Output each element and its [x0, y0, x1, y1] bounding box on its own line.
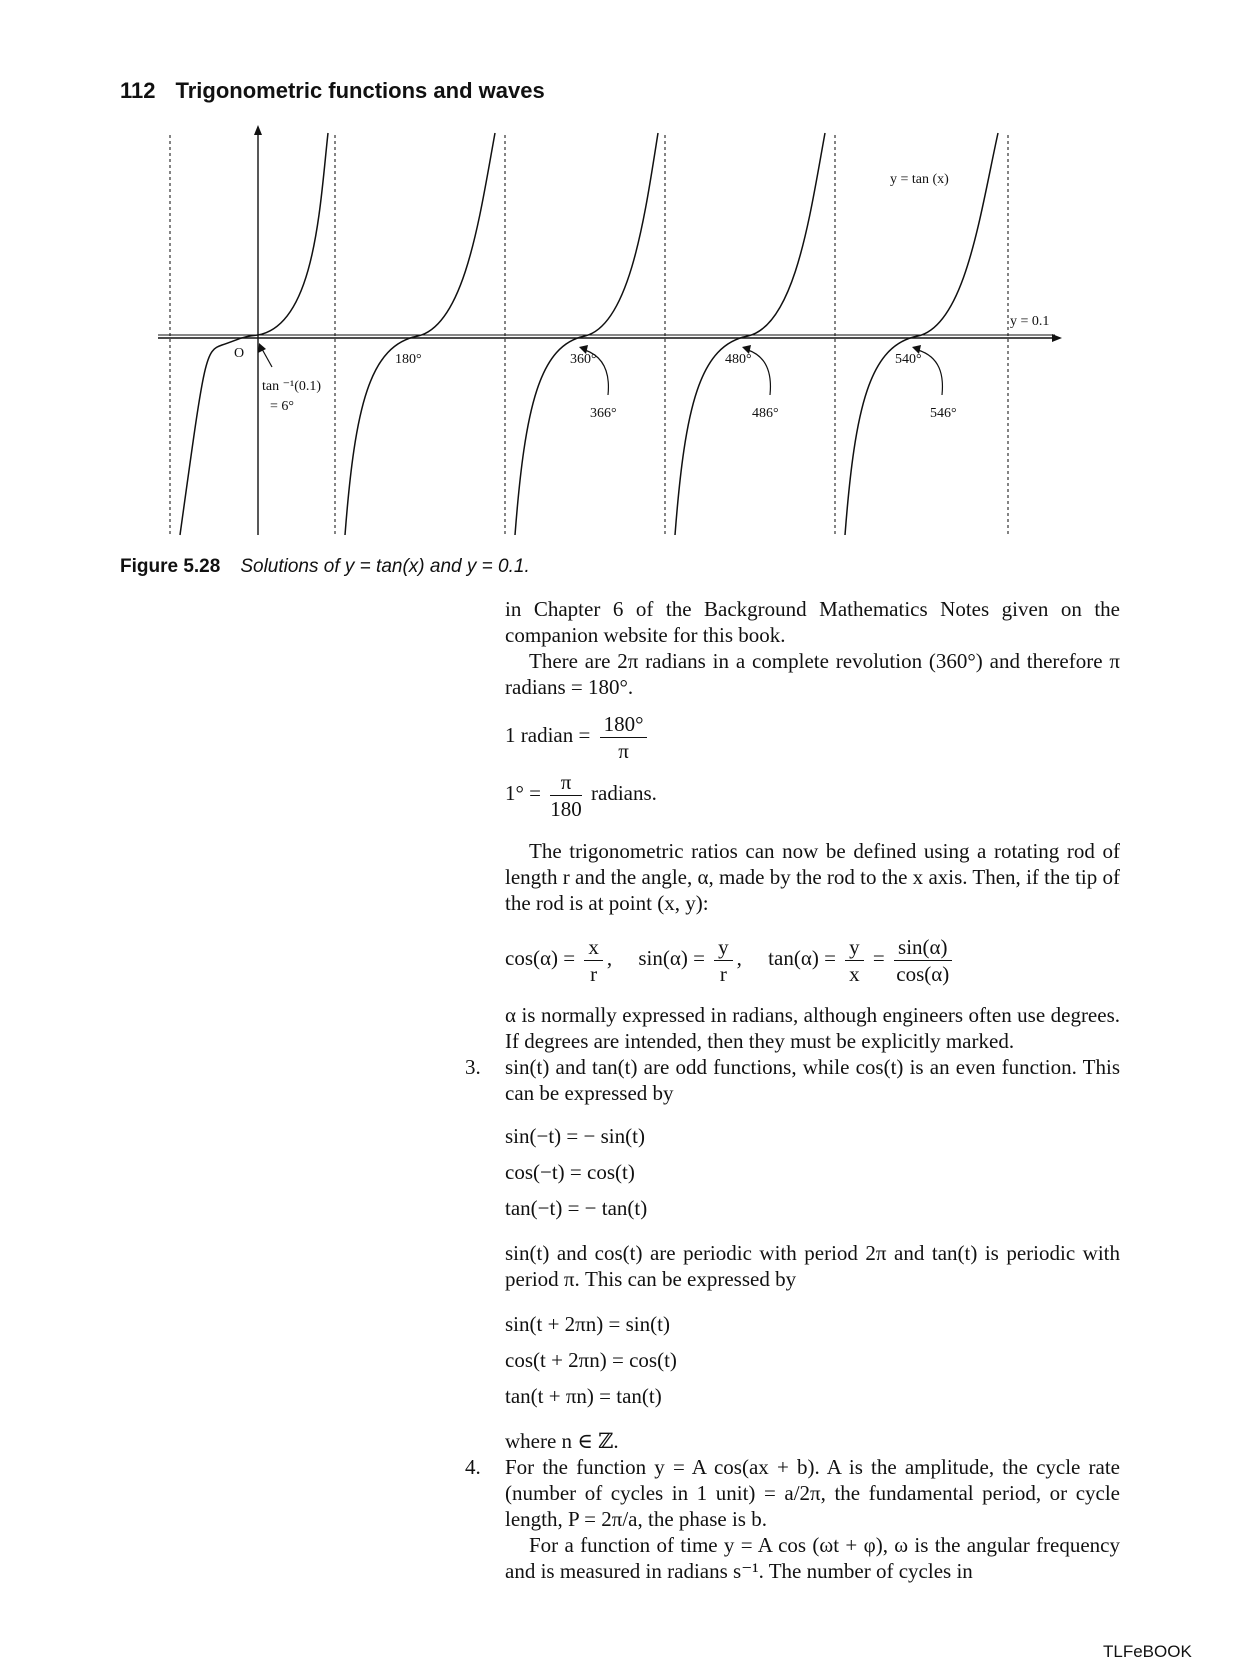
curve-label: y = tan (x): [890, 172, 949, 187]
fraction: [894, 934, 952, 987]
equation: sin(−t) = − sin(t): [505, 1124, 645, 1148]
denominator: r: [590, 961, 598, 986]
arctan-value: = 6°: [270, 399, 294, 414]
paragraph: where n ∈ ℤ.: [505, 1429, 619, 1453]
pointer-arrow-head: [258, 343, 266, 353]
paragraph: sin(t) and cos(t) are periodic with period 2π and tan(t) is periodic with period π. This can be expressed by: [505, 1241, 1120, 1291]
equation-lhs: sin(α) =: [638, 946, 705, 970]
tick-label: 360°: [570, 352, 597, 367]
fraction: [584, 934, 603, 987]
equation-lhs: 1° =: [505, 781, 541, 805]
tan-branch: [515, 133, 658, 535]
tick-label: 480°: [725, 352, 752, 367]
tick-label: 180°: [395, 352, 422, 367]
list-number: 4.: [465, 1455, 481, 1479]
solution-label: 366°: [590, 406, 617, 421]
arctan-label: tan ⁻¹(0.1): [262, 379, 322, 394]
figure-label: Figure 5.28: [120, 556, 221, 577]
tan-branch: [180, 335, 258, 535]
numerator: x: [584, 934, 603, 961]
page-header: [120, 78, 545, 104]
equation: tan(t + πn) = tan(t): [505, 1384, 662, 1408]
fraction: [845, 934, 864, 987]
solution-label: 486°: [752, 406, 779, 421]
paragraph: The trigonometric ratios can now be defined using a rotating rod of length r and the angle, α, made by the rod to the x axis. Then, if the tip of the rod is at point (x, y):: [505, 839, 1120, 915]
tan-branch: [345, 133, 495, 535]
denominator: x: [849, 961, 860, 986]
line-label: y = 0.1: [1010, 314, 1050, 329]
paragraph: There are 2π radians in a complete revolution (360°) and therefore π radians = 180°.: [505, 649, 1120, 699]
list-number: 3.: [465, 1055, 481, 1079]
equation: cos(−t) = cos(t): [505, 1160, 635, 1184]
fraction: [600, 711, 648, 764]
list-item-text: sin(t) and tan(t) are odd functions, while cos(t) is an even function. This can be expressed by: [505, 1055, 1120, 1105]
equation: sin(t + 2πn) = sin(t): [505, 1312, 670, 1336]
denominator: 180: [550, 796, 582, 821]
pointer-arrow: [262, 349, 272, 367]
body-text: [432, 596, 1120, 1584]
equation-rhs: radians.: [591, 781, 657, 805]
equation-ratios: cos(α) = $\frac{x}{r}$ , sin(α) = $\frac{y}{r}$ , tan(α) = $\frac{y}{x}$ = $\frac{\sin(\alpha)}{\cos(\alpha)}$: [432, 926, 1120, 990]
numerator: y: [714, 934, 733, 961]
fraction: [550, 769, 582, 822]
equation-radian: [432, 706, 1120, 764]
caption-text: Solutions of y = tan(x) and y = 0.1.: [240, 556, 530, 577]
y-axis-arrow: [254, 125, 262, 135]
figure-caption: [120, 556, 530, 578]
solution-label: 546°: [930, 406, 957, 421]
pointer-arrow: [918, 350, 942, 395]
chapter-title: Trigonometric functions and waves: [175, 78, 545, 103]
denominator: r: [719, 961, 727, 986]
denominator: cos(α): [896, 961, 950, 986]
list-item-3: [432, 1054, 1120, 1106]
page-number: 112: [120, 78, 156, 103]
tan-branch: [845, 133, 998, 535]
periodic-equations: [432, 1306, 1120, 1414]
fraction: [714, 934, 733, 987]
tick-label: 540°: [895, 352, 922, 367]
tan-branch: [258, 133, 328, 335]
paragraph: α is normally expressed in radians, although engineers often use degrees. If degrees are intended, then they must be explicitly marked.: [505, 1003, 1120, 1053]
equation-lhs: 1 radian =: [505, 723, 591, 747]
equation-lhs: tan(α) =: [768, 946, 836, 970]
equation: tan(−t) = − tan(t): [505, 1196, 648, 1220]
equation-degree: [432, 764, 1120, 822]
numerator: π: [550, 769, 582, 796]
denominator: π: [618, 738, 629, 763]
numerator: sin(α): [894, 934, 952, 961]
equation: cos(t + 2πn) = cos(t): [505, 1348, 677, 1372]
tan-figure: [150, 125, 1070, 545]
equation-lhs: cos(α) =: [505, 946, 576, 970]
odd-even-equations: [432, 1118, 1120, 1226]
paragraph: in Chapter 6 of the Background Mathematics Notes given on the companion website for this book.: [505, 597, 1120, 647]
list-item-4: [432, 1454, 1120, 1532]
numerator: y: [845, 934, 864, 961]
numerator: 180°: [600, 711, 648, 738]
footer-watermark: TLFeBOOK: [1103, 1642, 1192, 1661]
tan-branch: [675, 133, 825, 535]
list-item-text: For the function y = A cos(ax + b). A is the amplitude, the cycle rate (number of cycles in 1 unit) = a/2π, the fundamental period, or cycle length, P = 2π/a, the phase is b.: [505, 1455, 1120, 1531]
origin-label: O: [234, 346, 245, 361]
paragraph: For a function of time y = A cos (ωt + φ), ω is the angular frequency and is measured in radians s⁻¹. The number of cycles in: [505, 1533, 1120, 1583]
